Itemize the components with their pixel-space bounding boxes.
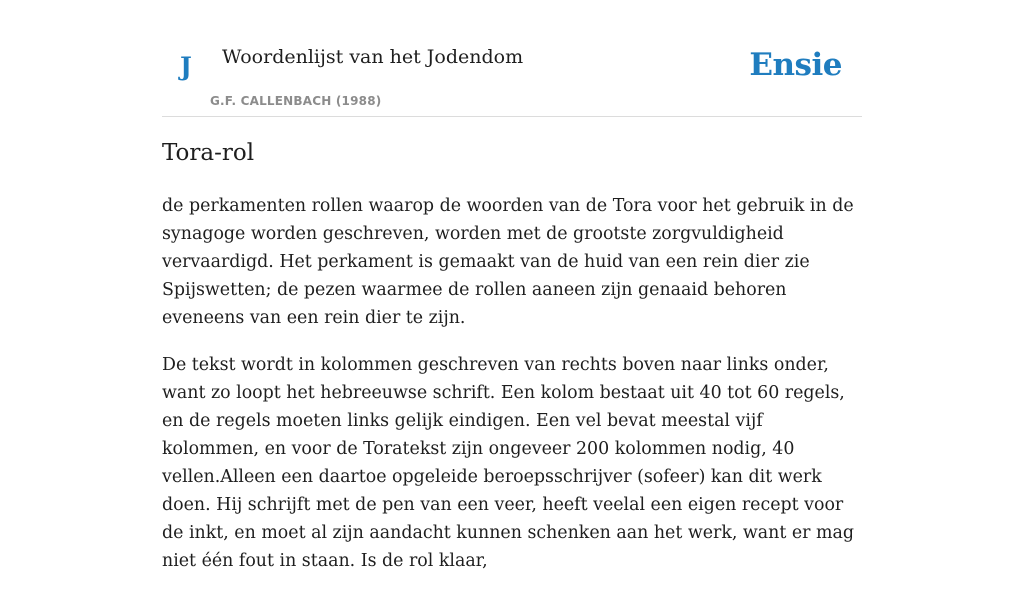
dictionary-header <box>162 0 862 117</box>
entry-body <box>162 192 864 594</box>
entry-paragraph: De tekst wordt in kolommen geschreven van rechts boven naar links onder, want zo loopt het hebreeuwse schrift. Een kolom bestaat uit 40 tot 60 regels, en de regels moeten links gelijk eindigen. Een vel bevat meestal vijf kolommen, en voor de Toratekst zijn ongeveer 200 kolommen nodig, 40 vellen.Alleen een daartoe opgeleide beroepsschrijver (sofeer) kan dit werk doen. Hij schrijft met de pen van een veer, heeft veelal een eigen recept voor de inkt, en moet al zijn aandacht kunnen schenken aan het werk, want er mag niet één fout in staan. Is de rol klaar, <box>162 355 855 571</box>
entry-paragraph: de perkamenten rollen waarop de woorden van de Tora voor het gebruik in de synagoge worden geschreven, worden met de grootste zorgvuldigheid vervaardigd. Het perkament is gemaakt van de huid van een rein dier zie Spijswetten; de pezen waarmee de rollen aaneen zijn genaaid behoren eveneens van een rein dier te zijn. <box>162 196 854 328</box>
entry-title: Tora-rol <box>162 140 255 166</box>
dictionary-title[interactable]: Woordenlijst van het Jodendom <box>222 46 524 68</box>
ensie-logo-link[interactable]: Ensie <box>749 47 842 83</box>
dictionary-logo[interactable]: J <box>180 52 192 81</box>
dictionary-author: G.F. CALLENBACH (1988) <box>210 94 382 108</box>
